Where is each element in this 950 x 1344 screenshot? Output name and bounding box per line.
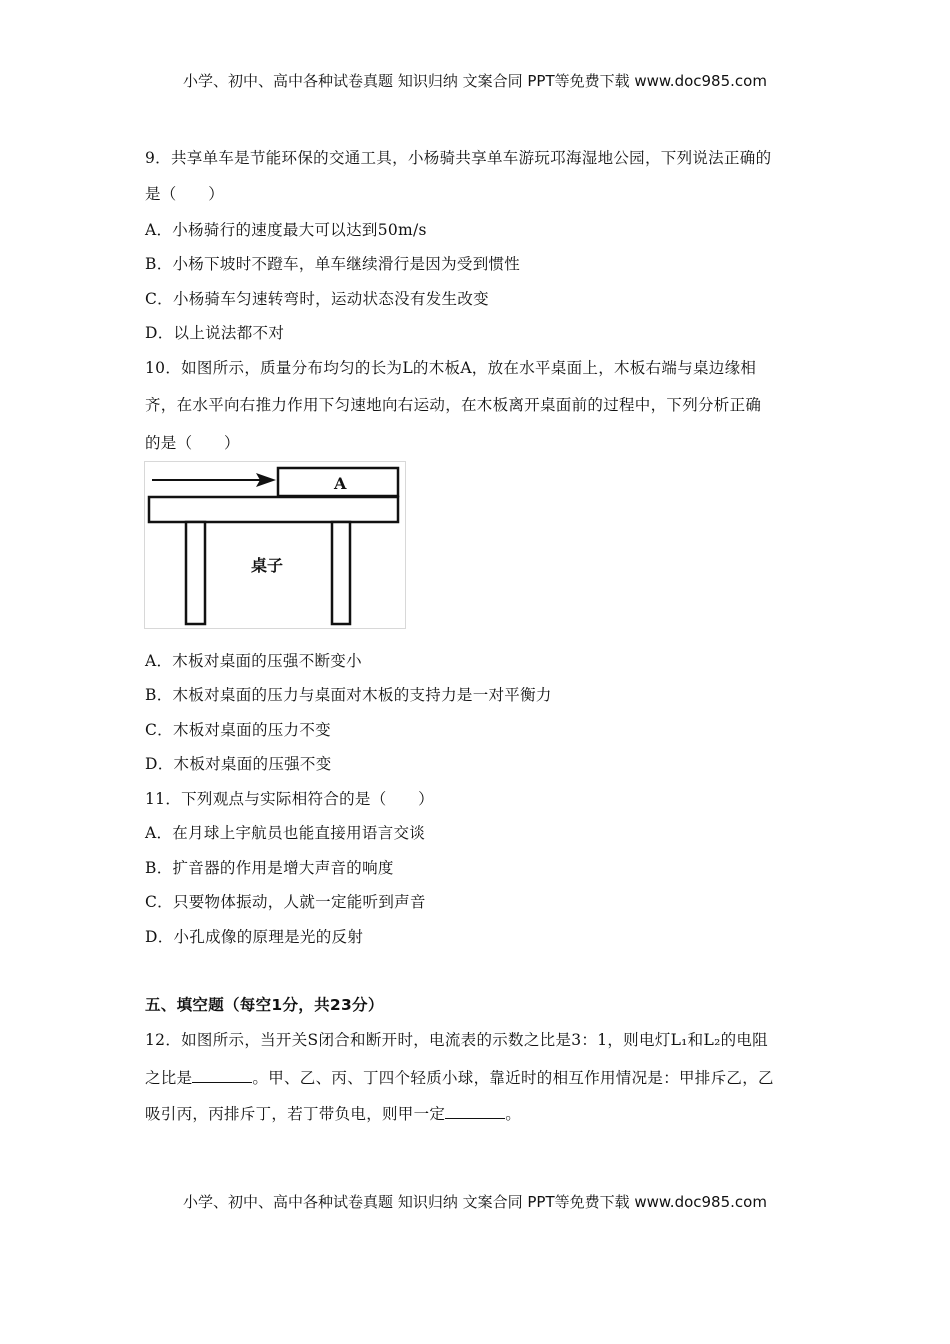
q10-option-a: A．木板对桌面的压强不断变小 bbox=[145, 652, 362, 670]
q11-option-d: D．小孔成像的原理是光的反射 bbox=[145, 928, 364, 946]
q12-answer-blank-2[interactable] bbox=[445, 1104, 505, 1119]
q12-line3-prefix: 吸引丙，丙排斥丁，若丁带负电，则甲一定 bbox=[145, 1105, 446, 1123]
q12-line3 bbox=[145, 1102, 521, 1124]
q10-option-b: B．木板对桌面的压力与桌面对木板的支持力是一对平衡力 bbox=[145, 686, 552, 704]
table-label: 桌子 bbox=[251, 556, 284, 575]
page-footer: 小学、初中、高中各种试卷真题 知识归纳 文案合同 PPT等免费下载 www.doc985.com bbox=[183, 1193, 767, 1211]
q9-stem-line2: 是（ ） bbox=[145, 185, 225, 203]
q9-option-a: A．小杨骑行的速度最大可以达到50m/s bbox=[145, 221, 427, 239]
q12-line1: 12．如图所示，当开关S闭合和断开时，电流表的示数之比是3：1，则电灯L₁和L₂的电阻 bbox=[145, 1031, 768, 1049]
table-leg-right bbox=[332, 522, 350, 624]
q10-option-d: D．木板对桌面的压强不变 bbox=[145, 755, 332, 773]
q10-option-c: C．木板对桌面的压力不变 bbox=[145, 721, 331, 739]
page-header: 小学、初中、高中各种试卷真题 知识归纳 文案合同 PPT等免费下载 www.doc985.com bbox=[183, 72, 767, 90]
q12-line2 bbox=[145, 1066, 774, 1088]
table-leg-left bbox=[186, 522, 205, 624]
q11-stem: 11．下列观点与实际相符合的是（ ） bbox=[145, 790, 434, 808]
q11-option-c: C．只要物体振动，人就一定能听到声音 bbox=[145, 893, 426, 911]
tabletop bbox=[149, 497, 398, 522]
board-a-label: A bbox=[334, 474, 347, 493]
q12-answer-blank-1[interactable] bbox=[192, 1068, 252, 1083]
q12-line2-prefix: 之比是 bbox=[145, 1069, 193, 1087]
q9-option-d: D．以上说法都不对 bbox=[145, 324, 285, 342]
table-board-figure bbox=[144, 461, 406, 629]
q10-stem-line2: 齐，在水平向右推力作用下匀速地向右运动，在木板离开桌面前的过程中，下列分析正确 bbox=[145, 396, 762, 414]
q11-option-a: A．在月球上宇航员也能直接用语言交谈 bbox=[145, 824, 426, 842]
q9-option-b: B．小杨下坡时不蹬车，单车继续滑行是因为受到惯性 bbox=[145, 255, 521, 273]
q9-stem-line1: 9．共享单车是节能环保的交通工具，小杨骑共享单车游玩邛海湿地公园，下列说法正确的 bbox=[145, 149, 772, 167]
q10-stem-line1: 10．如图所示，质量分布均匀的长为L的木板A，放在水平桌面上，木板右端与桌边缘相 bbox=[145, 359, 757, 377]
q12-line3-suffix: 。 bbox=[505, 1105, 522, 1123]
q10-stem-line3: 的是（ ） bbox=[145, 434, 240, 452]
q11-option-b: B．扩音器的作用是增大声音的响度 bbox=[145, 859, 394, 877]
q12-line2-suffix: 。甲、乙、丙、丁四个轻质小球，靠近时的相互作用情况是：甲排斥乙，乙 bbox=[252, 1069, 774, 1087]
section-5-title: 五、填空题（每空1分，共23分） bbox=[145, 996, 384, 1014]
q9-option-c: C．小杨骑车匀速转弯时，运动状态没有发生改变 bbox=[145, 290, 489, 308]
